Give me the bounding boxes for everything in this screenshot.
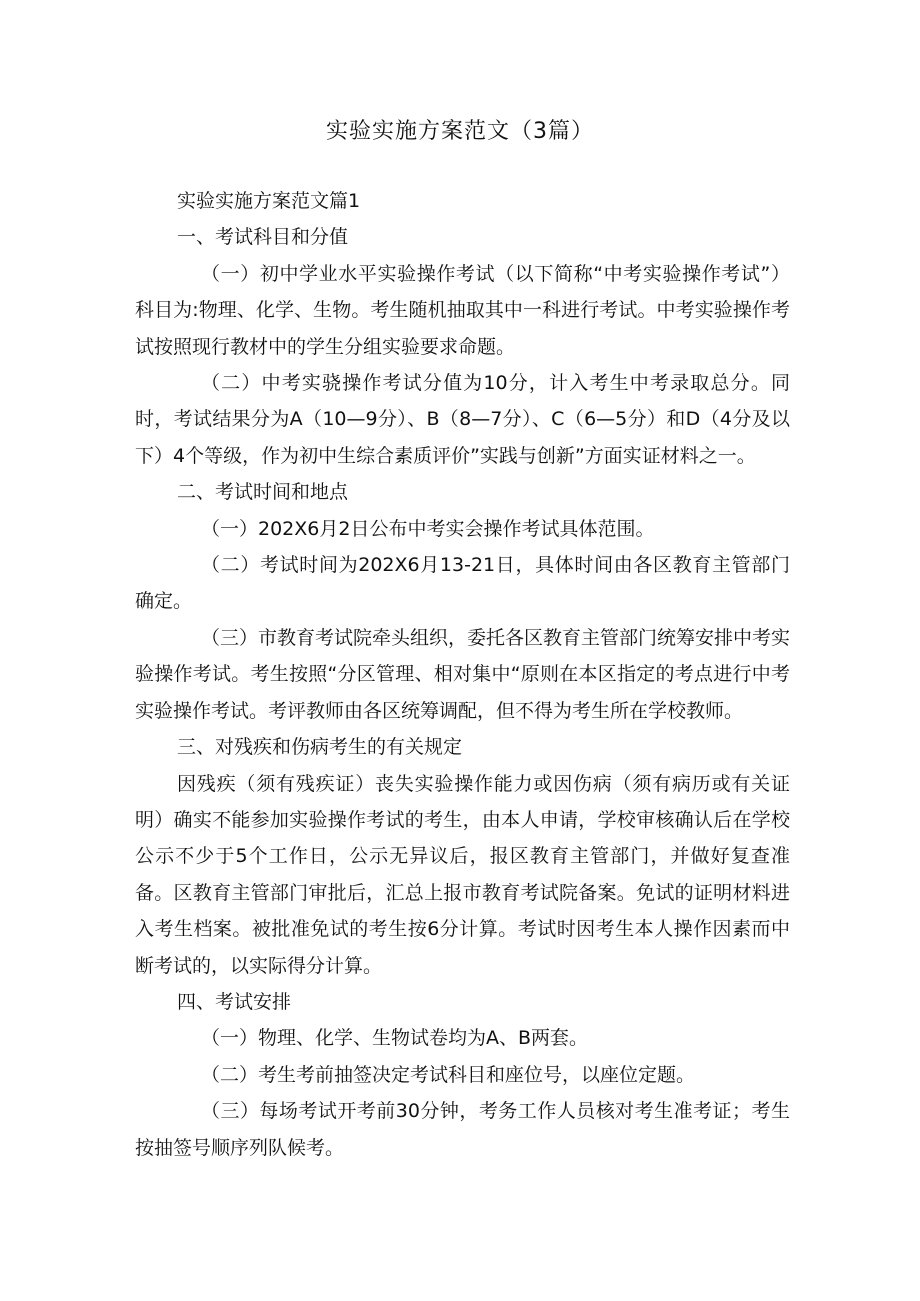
paragraph: （三）市教育考试院牵头组织，委托各区教育主管部门统筹安排中考实验操作考试。考生按照“分区管理、相对集中“原则在本区指定的考点进行中考实验操作考试。考评教师由各区统筹调配，但不得为考生所在学校教师。 [135,626,791,722]
paragraph: （一）物理、化学、生物试卷均为A、B两套。 [201,1027,589,1050]
section-heading: 二、考试时间和地点 [177,481,349,504]
paragraph: （二）考试时间为202X6月13-21日，具体时间由各区教育主管部门确定。 [135,554,790,613]
paragraph: （三）每场考试开考前30分钟，考务工作人员核对考生准考证；考生按抽签号顺序列队候考。 [135,1100,790,1159]
paragraph: （一）202X6月2日公布中考实会操作考试具体范围。 [201,517,655,540]
paragraph: （二）考生考前抽签决定考试科目和座位号，以座位定题。 [201,1063,696,1086]
document-title: 实验实施方案范文（3篇） [326,119,594,144]
paragraph: （一）初中学业水平实验操作考试（以下简称“中考实验操作考试”）科目为:物理、化学、生物。考生随机抽取其中一科进行考试。中考实验操作考试按照现行教材中的学生分组实验要求命题。 [135,262,790,358]
paragraph: （二）中考实骁操作考试分值为10分，计入考生中考录取总分。同时，考试结果分为A（10—9分）、B（8—7分）、C（6—5分）和D（4分及以下）4个等级，作为初中生综合素质评价”实践与创新”方面实证材料之一。 [135,372,790,467]
section-heading: 四、考试安排 [177,990,292,1013]
paragraph: 因残疾（须有残疾证）丧失实验操作能力或因伤病（须有病历或有关证明）确实不能参加实验操作考试的考生，由本人申请，学校审核确认后在学校公示不少于5个工作日，公示无异议后，报区教育主管部门，并做好复查准备。区教育主管部门审批后，汇总上报市教育考试院备案。免试的证明材料进入考生档案。被批准免试的考生按6分计算。考试时因考生本人操作因素而中断考试的，以实际得分计算。 [135,772,790,977]
section-heading: 一、考试科目和分值 [177,226,349,249]
section-subtitle: 实验实施方案范文篇1 [177,190,361,212]
section-heading: 三、对残疾和伤病考生的有关规定 [177,736,463,759]
document-body [135,183,790,1166]
